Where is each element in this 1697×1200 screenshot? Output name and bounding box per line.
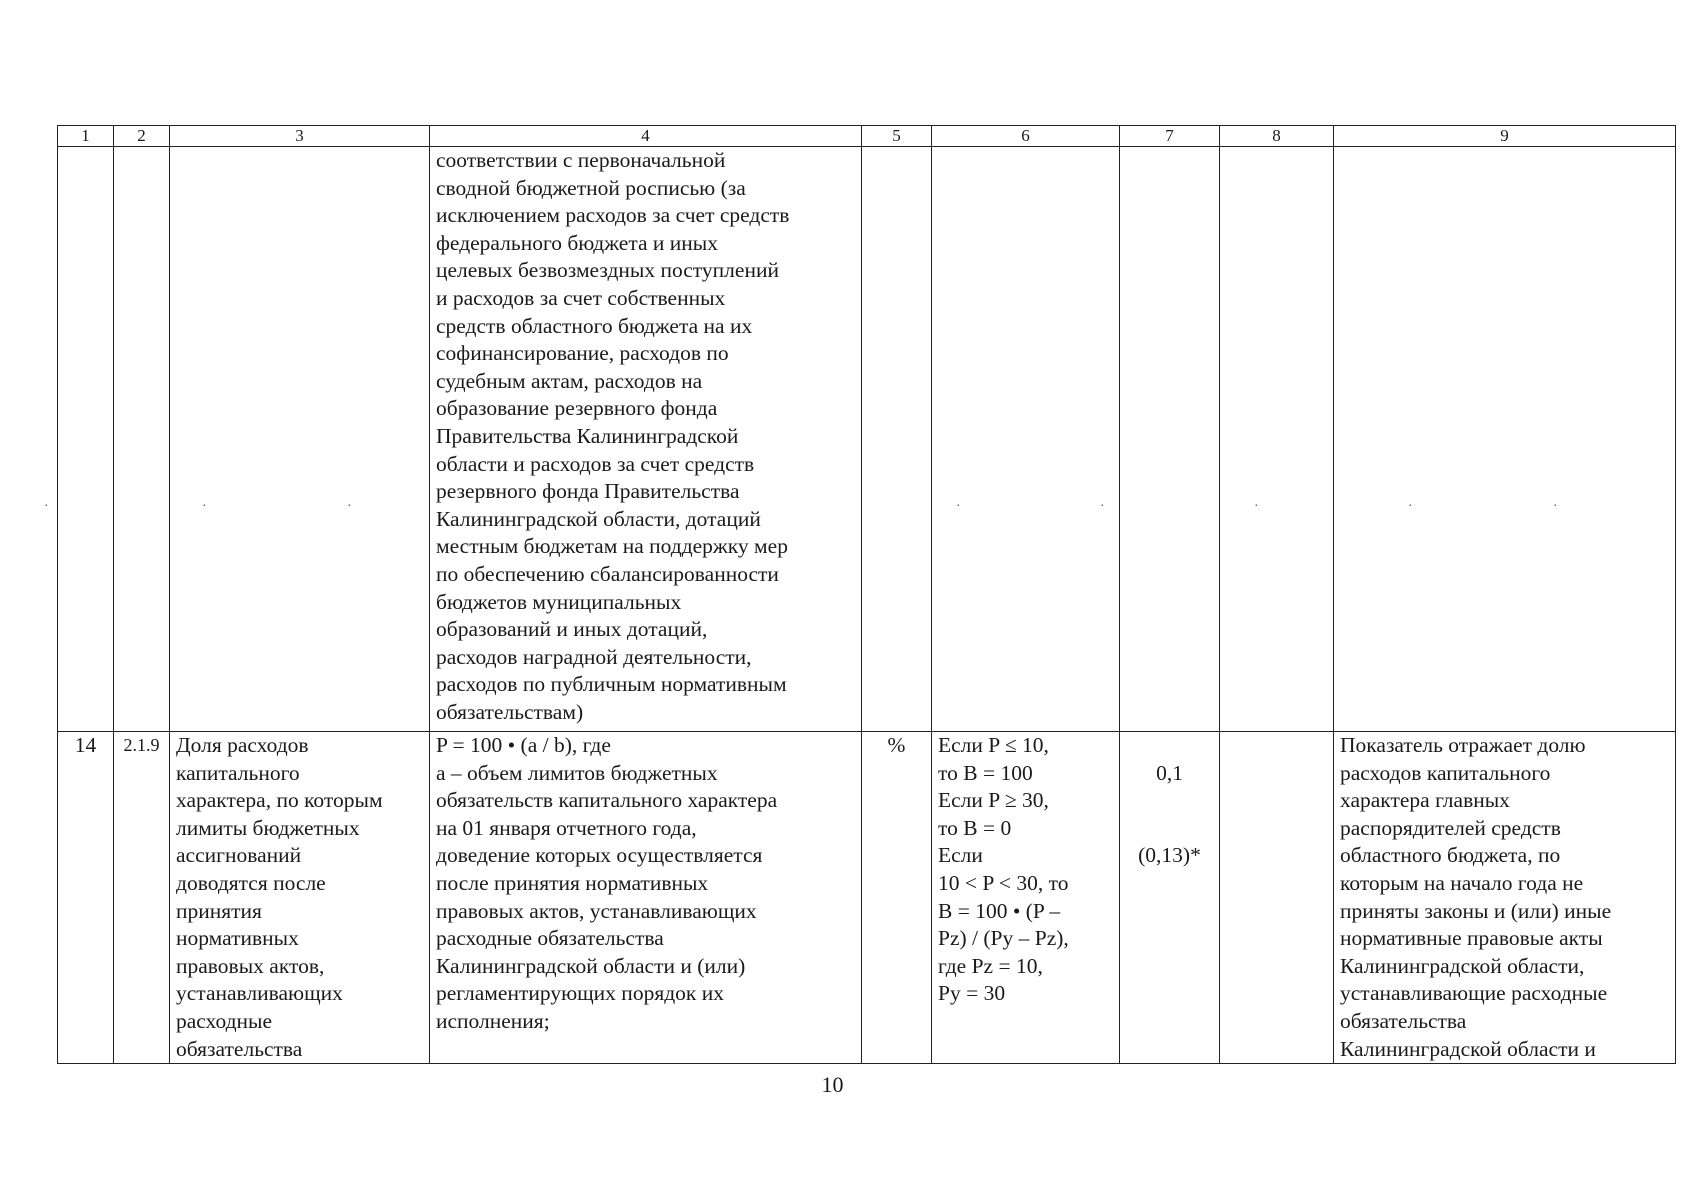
weight-value: 0,1 xyxy=(1156,760,1183,785)
indicator-unit: % xyxy=(862,732,932,1064)
cont-col-8 xyxy=(1220,147,1334,732)
header-col-3: 3 xyxy=(170,126,430,147)
cont-col-7 xyxy=(1120,147,1220,732)
table-row-14 xyxy=(58,732,1676,1064)
indicator-col-8 xyxy=(1220,732,1334,1064)
header-col-8: 8 xyxy=(1220,126,1334,147)
cont-col-9 xyxy=(1334,147,1676,732)
header-col-7: 7 xyxy=(1120,126,1220,147)
scan-speck: · xyxy=(1100,499,1105,514)
header-row xyxy=(58,126,1676,147)
cont-col-2 xyxy=(114,147,170,732)
cont-col-3 xyxy=(170,147,430,732)
scan-speck: · xyxy=(347,499,352,514)
scan-speck: · xyxy=(202,499,207,514)
indicator-name: Доля расходов капитального характера, по которым лимиты бюджетных ассигнований доводятся после принятия нормативных правовых актов, устанавливающих расходные обязательства xyxy=(170,732,430,1064)
row-number: 14 xyxy=(58,732,114,1064)
cont-formula-text: соответствии с первоначальной сводной бюджетной росписью (за исключением расходов за счет средств федерального бюджета и иных целевых безвозмездных поступлений и расходов за счет собственных средств областного бюджета на их софинансирование, расходов по судебным актам, расходов на образование резервного фонда Правительства Калининградской области и расходов за счет средств резервного фонда Правительства Калининградской области, дотаций местным бюджетам на поддержку мер по обеспечению сбалансированности бюджетов муниципальных образований и иных дотаций, расходов наградной деятельности, расходов по публичным нормативным обязательствам) xyxy=(430,147,862,732)
header-col-4: 4 xyxy=(430,126,862,147)
weight-alt-value: (0,13)* xyxy=(1138,842,1201,867)
cont-col-6 xyxy=(932,147,1120,732)
indicator-code: 2.1.9 xyxy=(114,732,170,1064)
indicator-weight xyxy=(1120,732,1220,1064)
cont-col-5 xyxy=(862,147,932,732)
scan-speck: · xyxy=(1553,499,1558,514)
continuation-row xyxy=(58,147,1676,732)
header-col-5: 5 xyxy=(862,126,932,147)
header-col-9: 9 xyxy=(1334,126,1676,147)
scan-speck: · xyxy=(44,499,49,514)
header-col-2: 2 xyxy=(114,126,170,147)
indicator-description: Показатель отражает долю расходов капитального характера главных распорядителей средств областного бюджета, по которым на начало года не приняты законы и (или) иные нормативные правовые акты Калининградской области, устанавливающие расходные обязательства Калининградской области и xyxy=(1334,732,1676,1064)
header-col-6: 6 xyxy=(932,126,1120,147)
scan-speck: · xyxy=(1254,499,1259,514)
indicators-table xyxy=(57,125,1676,1064)
scan-speck: · xyxy=(956,499,961,514)
cont-col-1 xyxy=(58,147,114,732)
scan-speck: · xyxy=(1408,499,1413,514)
indicator-scoring: Если P ≤ 10, то B = 100 Если P ≥ 30, то B = 0 Если 10 < P < 30, то B = 100 • (P – Pz) / (Py – Pz), где Pz = 10, Py = 30 xyxy=(932,732,1120,1064)
header-col-1: 1 xyxy=(58,126,114,147)
page-number: 10 xyxy=(821,1072,844,1097)
indicator-formula: P = 100 • (a / b), где a – объем лимитов бюджетных обязательств капитального характера на 01 января отчетного года, доведение которых осуществляется после принятия нормативных правовых актов, устанавливающих расходные обязательства Калининградской области и (или) регламентирующих порядок их исполнения; xyxy=(430,732,862,1064)
